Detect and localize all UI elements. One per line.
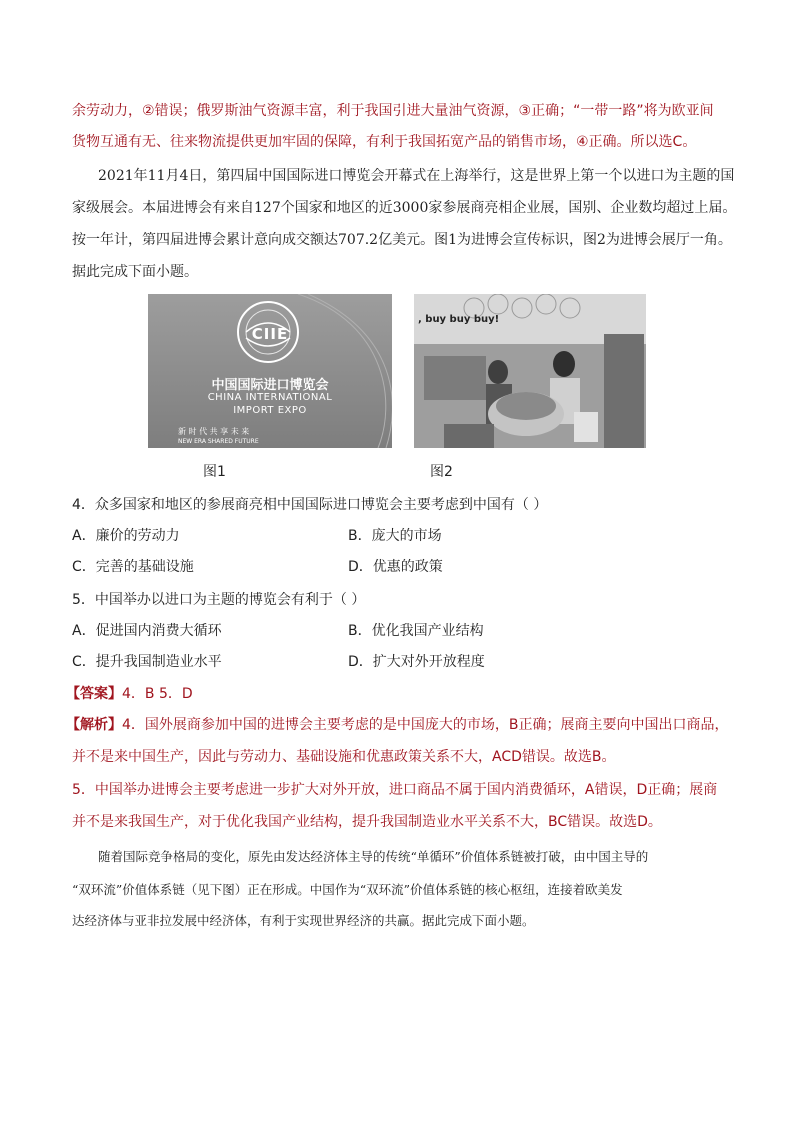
ciie-slogan-en: NEW ERA SHARED FUTURE — [178, 438, 259, 445]
q4-option-c: C．完善的基础设施 — [72, 559, 194, 575]
analysis-line-2: 并不是来中国生产，因此与劳动力、基础设施和优惠政策关系不大，ACD错误。故选B。 — [72, 749, 616, 765]
passage2-line-1: 随着国际竞争格局的变化，原先由发达经济体主导的传统“单循环”价值体系链被打破，由中国主导的 — [98, 849, 649, 864]
q5-option-c: C．提升我国制造业水平 — [72, 654, 222, 670]
q4-option-b: B．庞大的市场 — [348, 528, 442, 544]
intro-line-1: 余劳动力，②错误；俄罗斯油气资源丰富，利于我国引进大量油气资源，③正确；“一带一路”将为欧亚间 — [72, 103, 714, 119]
figure-1-ciie-logo — [148, 294, 392, 448]
figure-2-caption: 图2 — [430, 464, 453, 480]
passage1-line-1: 2021年11月4日，第四届中国国际进口博览会开幕式在上海举行，这是世界上第一个以进口为主题的国 — [98, 168, 735, 184]
q4-option-a: A．廉价的劳动力 — [72, 528, 180, 544]
passage2-line-2: “双环流”价值体系链（见下图）正在形成。中国作为“双环流”价值体系链的核心枢纽，连接着欧美发 — [72, 882, 623, 897]
q5-option-d: D．扩大对外开放程度 — [348, 654, 485, 670]
ciie-title-en-2: IMPORT EXPO — [233, 405, 307, 416]
ciie-title-en-1: CHINA INTERNATIONAL — [207, 392, 333, 403]
passage1-line-4: 据此完成下面小题。 — [72, 264, 198, 280]
ciie-title-cn: 中国国际进口博览会 — [211, 378, 329, 393]
passage1-line-3: 按一年计，第四届进博会累计意向成交额达707.2亿美元。图1为进博会宣传标识，图2为进博会展厅一角。 — [72, 232, 732, 248]
q5-option-a: A．促进国内消费大循环 — [72, 623, 222, 639]
q4-stem: 4．众多国家和地区的参展商亮相中国国际进口博览会主要考虑到中国有（ ） — [72, 497, 548, 513]
answer-text: 4．B 5．D — [122, 686, 193, 702]
ciie-slogan-cn: 新 时 代 共 享 未 来 — [178, 427, 250, 436]
ciie-emblem-text: CIIE — [251, 325, 289, 343]
q5-option-b: B．优化我国产业结构 — [348, 623, 484, 639]
intro-line-2: 货物互通有无、往来物流提供更加牢固的保障，有利于我国拓宽产品的销售市场，④正确。所以选C。 — [72, 134, 697, 150]
exhibition-sign-text: , buy buy buy! — [418, 314, 500, 325]
q4-option-d: D．优惠的政策 — [348, 559, 443, 575]
analysis-label: 【解析】 — [66, 717, 122, 733]
passage1-line-2: 家级展会。本届进博会有来自127个国家和地区的近3000家参展商亮相企业展，国别、企业数均超过上届。 — [72, 200, 737, 216]
analysis-line-3: 5．中国举办进博会主要考虑进一步扩大对外开放，进口商品不属于国内消费循环，A错误，D正确；展商 — [72, 782, 718, 798]
q5-stem: 5．中国举办以进口为主题的博览会有利于（ ） — [72, 592, 366, 608]
figure-1-caption: 图1 — [203, 464, 226, 480]
passage2-line-3: 达经济体与亚非拉发展中经济体，有利于实现世界经济的共赢。据此完成下面小题。 — [72, 913, 535, 928]
analysis-row-1 — [66, 715, 729, 735]
ciie-emblem-graphic — [148, 294, 392, 448]
answer-label: 【答案】 — [66, 686, 122, 702]
analysis-line-4: 并不是来我国生产，对于优化我国产业结构，提升我国制造业水平关系不大，BC错误。故选D。 — [72, 814, 662, 830]
figure-2-exhibition-hall-photo — [414, 294, 646, 448]
answer-row — [66, 684, 193, 704]
analysis-line-1: 4．国外展商参加中国的进博会主要考虑的是中国庞大的市场，B正确；展商主要向中国出口商品， — [122, 717, 729, 733]
